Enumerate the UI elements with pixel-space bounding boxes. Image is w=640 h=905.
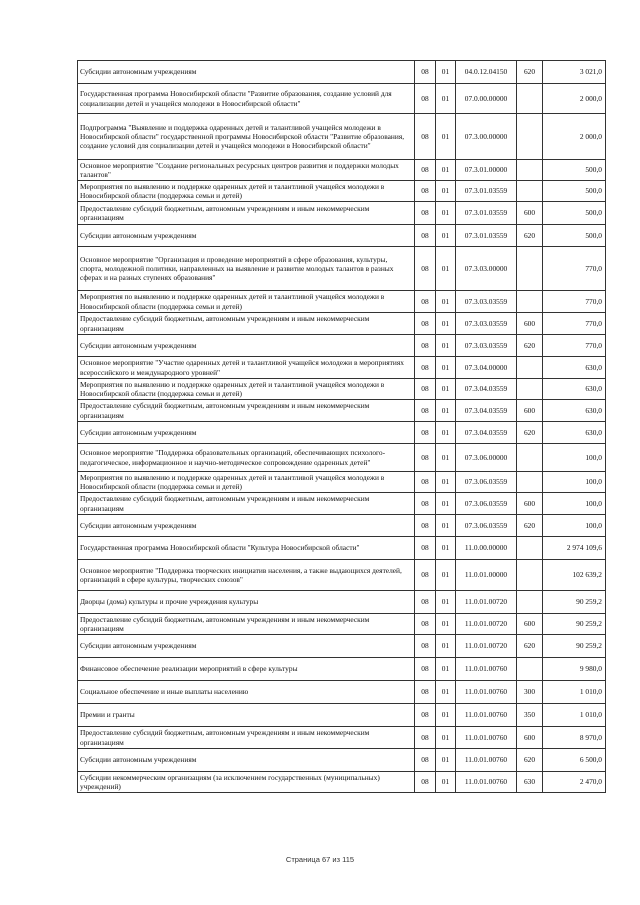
table-row [78,749,606,772]
row-expense-type: 600 [517,493,543,515]
row-amount: 500,0 [543,202,606,225]
budget-table-body [78,61,606,793]
table-row [78,422,606,444]
row-subsection: 01 [436,635,456,658]
row-expense-type [517,357,543,379]
row-name: Предоставление субсидий бюджетным, автономным учреждениям и иным некоммерческим организациям [78,614,415,635]
row-amount: 770,0 [543,291,606,313]
row-section: 08 [415,444,436,472]
row-name: Основное мероприятие "Организация и проведение мероприятий в сфере образования, культуры, спорта, молодежной политики, направленных на выявление и развитие молодых талантов в разных сферах и на разных ступенях образования" [78,247,415,291]
row-target-article: 11.0.00.00000 [456,537,517,560]
row-section: 08 [415,704,436,727]
page-footer: Страница 67 из 115 [285,855,355,864]
row-subsection: 01 [436,400,456,422]
row-expense-type [517,181,543,202]
row-subsection: 01 [436,772,456,793]
row-subsection: 01 [436,84,456,114]
table-row [78,313,606,335]
row-target-article: 11.0.01.00760 [456,749,517,772]
row-amount: 630,0 [543,379,606,400]
table-row [78,772,606,793]
row-expense-type [517,379,543,400]
row-target-article: 07.0.00.00000 [456,84,517,114]
row-amount: 2 974 109,6 [543,537,606,560]
row-amount: 100,0 [543,493,606,515]
row-subsection: 01 [436,515,456,537]
row-name: Субсидии автономным учреждениям [78,225,415,247]
row-expense-type: 600 [517,400,543,422]
row-subsection: 01 [436,614,456,635]
row-target-article: 07.3.00.00000 [456,114,517,160]
row-name: Предоставление субсидий бюджетным, автономным учреждениям и иным некоммерческим организациям [78,313,415,335]
row-subsection: 01 [436,225,456,247]
row-target-article: 07.3.06.00000 [456,444,517,472]
row-amount: 3 021,0 [543,61,606,84]
row-name: Премии и гранты [78,704,415,727]
row-section: 08 [415,560,436,591]
row-target-article: 07.3.03.00000 [456,247,517,291]
row-amount: 630,0 [543,422,606,444]
row-target-article: 11.0.01.00760 [456,704,517,727]
row-expense-type: 620 [517,515,543,537]
row-subsection: 01 [436,537,456,560]
row-name: Государственная программа Новосибирской области "Развитие образования, создание условий для социализации детей и учащейся молодежи в Новосибирской области" [78,84,415,114]
table-row [78,114,606,160]
row-section: 08 [415,357,436,379]
row-section: 08 [415,681,436,704]
row-subsection: 01 [436,247,456,291]
row-subsection: 01 [436,749,456,772]
row-expense-type [517,114,543,160]
row-amount: 770,0 [543,335,606,357]
row-amount: 1 010,0 [543,681,606,704]
row-amount: 500,0 [543,181,606,202]
row-amount: 770,0 [543,247,606,291]
row-expense-type [517,537,543,560]
row-section: 08 [415,472,436,493]
row-target-article: 11.0.01.00720 [456,635,517,658]
row-amount: 90 259,2 [543,614,606,635]
row-subsection: 01 [436,444,456,472]
row-expense-type [517,84,543,114]
row-name: Предоставление субсидий бюджетным, автономным учреждениям и иным некоммерческим организациям [78,493,415,515]
row-amount: 2 000,0 [543,84,606,114]
row-target-article: 07.3.04.03559 [456,400,517,422]
row-section: 08 [415,61,436,84]
row-amount: 630,0 [543,400,606,422]
row-amount: 100,0 [543,515,606,537]
row-expense-type [517,472,543,493]
row-expense-type: 630 [517,772,543,793]
row-subsection: 01 [436,422,456,444]
row-name: Субсидии автономным учреждениям [78,749,415,772]
row-section: 08 [415,247,436,291]
row-section: 08 [415,591,436,614]
row-name: Основное мероприятие "Поддержка творческих инициатив населения, а также выдающихся деятелей, организаций в сфере культуры, творческих союзов" [78,560,415,591]
row-target-article: 07.3.06.03559 [456,493,517,515]
row-section: 08 [415,727,436,749]
row-amount: 2 000,0 [543,114,606,160]
row-expense-type [517,591,543,614]
row-section: 08 [415,202,436,225]
table-row [78,493,606,515]
budget-table-container [77,60,605,793]
row-section: 08 [415,114,436,160]
row-expense-type: 620 [517,61,543,84]
row-expense-type [517,247,543,291]
row-name: Субсидии автономным учреждениям [78,335,415,357]
row-section: 08 [415,515,436,537]
row-name: Дворцы (дома) культуры и прочие учреждения культуры [78,591,415,614]
table-row [78,247,606,291]
row-subsection: 01 [436,591,456,614]
row-target-article: 07.3.01.03559 [456,202,517,225]
row-target-article: 07.3.01.03559 [456,181,517,202]
row-expense-type: 600 [517,202,543,225]
row-name: Основное мероприятие "Создание региональных ресурсных центров развития и поддержки молодых талантов" [78,160,415,181]
row-subsection: 01 [436,202,456,225]
table-row [78,160,606,181]
row-subsection: 01 [436,160,456,181]
row-section: 08 [415,537,436,560]
row-subsection: 01 [436,61,456,84]
table-row [78,681,606,704]
row-name: Субсидии некоммерческим организациям (за исключением государственных (муниципальных) учреждений) [78,772,415,793]
row-name: Социальное обеспечение и иные выплаты населению [78,681,415,704]
row-expense-type: 620 [517,335,543,357]
row-subsection: 01 [436,335,456,357]
row-expense-type [517,444,543,472]
row-section: 08 [415,313,436,335]
table-row [78,537,606,560]
row-expense-type: 300 [517,681,543,704]
row-target-article: 07.3.04.03559 [456,422,517,444]
row-section: 08 [415,658,436,681]
table-row [78,61,606,84]
table-row [78,202,606,225]
table-row [78,444,606,472]
table-row [78,379,606,400]
table-row [78,181,606,202]
row-target-article: 11.0.01.00760 [456,658,517,681]
row-name: Финансовое обеспечение реализации мероприятий в сфере культуры [78,658,415,681]
table-row [78,591,606,614]
row-expense-type [517,160,543,181]
row-section: 08 [415,772,436,793]
row-section: 08 [415,181,436,202]
row-target-article: 11.0.01.00000 [456,560,517,591]
table-row [78,658,606,681]
row-subsection: 01 [436,704,456,727]
row-target-article: 11.0.01.00760 [456,681,517,704]
table-row [78,335,606,357]
row-name: Мероприятия по выявлению и поддержке одаренных детей и талантливой учащейся молодежи в Новосибирской области (поддержка семьи и детей) [78,291,415,313]
row-subsection: 01 [436,560,456,591]
row-name: Субсидии автономным учреждениям [78,61,415,84]
row-expense-type: 600 [517,313,543,335]
row-expense-type [517,560,543,591]
table-row [78,635,606,658]
row-subsection: 01 [436,114,456,160]
row-section: 08 [415,160,436,181]
row-subsection: 01 [436,181,456,202]
row-section: 08 [415,335,436,357]
row-amount: 6 500,0 [543,749,606,772]
row-expense-type: 620 [517,749,543,772]
row-amount: 102 639,2 [543,560,606,591]
row-name: Мероприятия по выявлению и поддержке одаренных детей и талантливой учащейся молодежи в Новосибирской области (поддержка семьи и детей) [78,472,415,493]
row-section: 08 [415,291,436,313]
row-amount: 8 970,0 [543,727,606,749]
row-name: Подпрограмма "Выявление и поддержка одаренных детей и талантливой учащейся молодежи в Новосибирской области" государственной программы Новосибирской области "Развитие образования, создание условий для социализации детей и учащейся молодежи в Новосибирской области" [78,114,415,160]
row-target-article: 11.0.01.00760 [456,772,517,793]
row-name: Государственная программа Новосибирской области "Культура Новосибирской области" [78,537,415,560]
row-name: Основное мероприятие "Поддержка образовательных организаций, обеспечивающих психолого-педагогическое, информационное и научно-методическое сопровождение одаренных детей" [78,444,415,472]
row-amount: 90 259,2 [543,635,606,658]
row-target-article: 07.3.04.00000 [456,357,517,379]
row-section: 08 [415,422,436,444]
row-target-article: 07.3.06.03559 [456,472,517,493]
table-row [78,400,606,422]
row-amount: 2 470,0 [543,772,606,793]
row-subsection: 01 [436,357,456,379]
row-name: Субсидии автономным учреждениям [78,515,415,537]
row-amount: 770,0 [543,313,606,335]
table-row [78,560,606,591]
row-subsection: 01 [436,379,456,400]
row-amount: 500,0 [543,225,606,247]
row-expense-type [517,291,543,313]
table-row [78,704,606,727]
table-row [78,727,606,749]
row-expense-type: 600 [517,727,543,749]
row-subsection: 01 [436,681,456,704]
table-row [78,472,606,493]
row-name: Мероприятия по выявлению и поддержке одаренных детей и талантливой учащейся молодежи в Новосибирской области (поддержка семьи и детей) [78,379,415,400]
row-expense-type: 620 [517,225,543,247]
table-row [78,84,606,114]
row-subsection: 01 [436,472,456,493]
row-section: 08 [415,635,436,658]
row-expense-type: 600 [517,614,543,635]
row-subsection: 01 [436,313,456,335]
row-target-article: 11.0.01.00760 [456,727,517,749]
row-amount: 9 980,0 [543,658,606,681]
table-row [78,357,606,379]
row-amount: 100,0 [543,472,606,493]
row-amount: 100,0 [543,444,606,472]
row-target-article: 07.3.06.03559 [456,515,517,537]
row-subsection: 01 [436,493,456,515]
row-expense-type: 350 [517,704,543,727]
row-name: Предоставление субсидий бюджетным, автономным учреждениям и иным некоммерческим организациям [78,727,415,749]
row-expense-type [517,658,543,681]
row-target-article: 07.3.03.03559 [456,313,517,335]
row-section: 08 [415,614,436,635]
row-target-article: 11.0.01.00720 [456,614,517,635]
row-subsection: 01 [436,658,456,681]
table-row [78,291,606,313]
row-target-article: 07.3.01.00000 [456,160,517,181]
row-subsection: 01 [436,727,456,749]
row-amount: 630,0 [543,357,606,379]
row-target-article: 11.0.01.00720 [456,591,517,614]
row-amount: 500,0 [543,160,606,181]
table-row [78,515,606,537]
table-row [78,614,606,635]
row-expense-type: 620 [517,422,543,444]
row-amount: 1 010,0 [543,704,606,727]
row-name: Мероприятия по выявлению и поддержке одаренных детей и талантливой учащейся молодежи в Новосибирской области (поддержка семьи и детей) [78,181,415,202]
row-name: Основное мероприятие "Участие одаренных детей и талантливой учащейся молодежи в мероприятиях всероссийского и международного уровней" [78,357,415,379]
row-section: 08 [415,379,436,400]
row-name: Предоставление субсидий бюджетным, автономным учреждениям и иным некоммерческим организациям [78,202,415,225]
row-target-article: 04.0.12.04150 [456,61,517,84]
table-row [78,225,606,247]
row-target-article: 07.3.01.03559 [456,225,517,247]
row-name: Предоставление субсидий бюджетным, автономным учреждениям и иным некоммерческим организациям [78,400,415,422]
row-amount: 90 259,2 [543,591,606,614]
row-target-article: 07.3.03.03559 [456,335,517,357]
row-section: 08 [415,400,436,422]
row-target-article: 07.3.03.03559 [456,291,517,313]
row-section: 08 [415,493,436,515]
row-subsection: 01 [436,291,456,313]
row-section: 08 [415,749,436,772]
row-name: Субсидии автономным учреждениям [78,635,415,658]
budget-table [77,60,606,793]
row-target-article: 07.3.04.03559 [456,379,517,400]
row-expense-type: 620 [517,635,543,658]
row-name: Субсидии автономным учреждениям [78,422,415,444]
row-section: 08 [415,84,436,114]
row-section: 08 [415,225,436,247]
